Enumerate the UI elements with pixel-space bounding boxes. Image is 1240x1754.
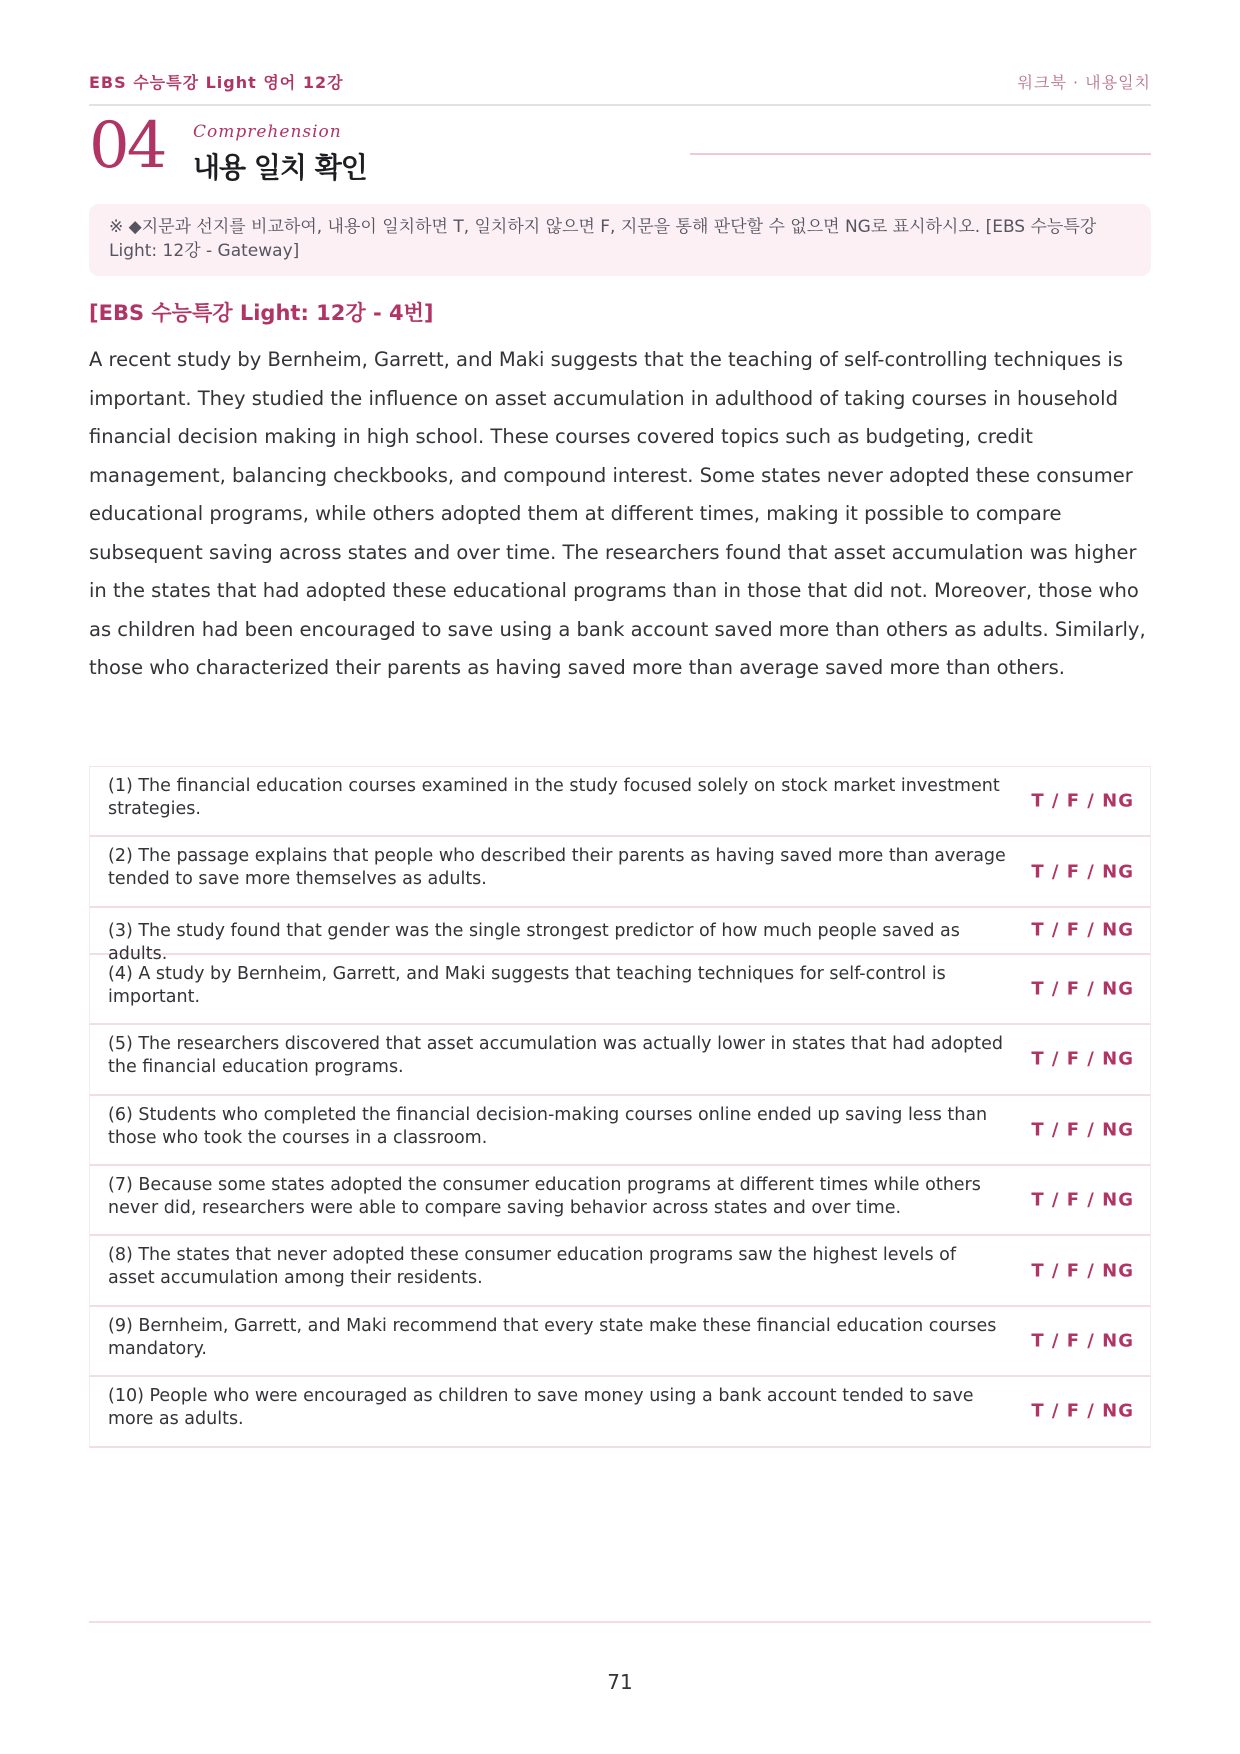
answer-choices[interactable]: T / F / NG (1031, 1260, 1134, 1282)
statement-row (89, 767, 1151, 837)
instructions-box: ※ ◆지문과 선지를 비교하여, 내용이 일치하면 T, 일치하지 않으면 F, 지문을 통해 판단할 수 없으면 NG로 표시하시오. [EBS 수능특강 Light: 12강 - Gateway] (89, 204, 1151, 276)
section-divider (690, 153, 1151, 155)
section-subtitle: Comprehension (193, 122, 342, 142)
statement-text: (5) The researchers discovered that asset accumulation was actually lower in states that had adopted the financial education programs. (108, 1034, 1004, 1078)
section-number: 04 (89, 109, 165, 183)
statement-text: (3) The study found that gender was the single strongest predictor of how much people saved as adults. (108, 920, 960, 964)
statement-row (89, 1377, 1151, 1447)
statement-row (89, 908, 1151, 964)
section-heading (89, 108, 1151, 186)
page-header (89, 66, 1151, 106)
answer-choices[interactable]: T / F / NG (1031, 1119, 1134, 1141)
statement-row (89, 837, 1151, 907)
statement-row (89, 1025, 1151, 1095)
statement-text: (9) Bernheim, Garrett, and Maki recommend that every state make these financial education courses mandatory. (108, 1315, 997, 1359)
answer-choices[interactable]: T / F / NG (1031, 1189, 1134, 1211)
statement-table (89, 766, 1151, 1448)
statement-row (89, 955, 1151, 1025)
statement-text: (7) Because some states adopted the consumer education programs at different times while others never did, researchers were able to compare saving behavior across states and over time. (108, 1174, 981, 1218)
statement-text: (1) The financial education courses examined in the study focused solely on stock market investment strategies. (108, 776, 1000, 819)
answer-choices[interactable]: T / F / NG (1031, 978, 1134, 1000)
question-header: [EBS 수능특강 Light: 12강 - 4번] (89, 301, 434, 325)
page-number: 71 (607, 1670, 633, 1694)
answer-choices[interactable]: T / F / NG (1031, 919, 1134, 941)
section-title: 내용 일치 확인 (193, 151, 367, 184)
statement-text: (10) People who were encouraged as children to save money using a bank account tended to save more as adults. (108, 1386, 974, 1430)
answer-choices[interactable]: T / F / NG (1031, 1400, 1134, 1422)
footer-divider (89, 1621, 1151, 1623)
header-breadcrumb: 워크북 · 내용일치 (1017, 73, 1151, 92)
statement-row (89, 1236, 1151, 1306)
answer-choices[interactable]: T / F / NG (1031, 790, 1134, 812)
header-brand: EBS 수능특강 Light 영어 12강 (89, 73, 344, 92)
statement-row (89, 1096, 1151, 1166)
answer-choices[interactable]: T / F / NG (1031, 1330, 1134, 1352)
statement-text: (2) The passage explains that people who described their parents as having saved more than average tended to save more themselves as adults. (108, 846, 1006, 890)
statement-text: (8) The states that never adopted these consumer education programs saw the highest levels of asset accumulation among their residents. (108, 1245, 957, 1289)
reading-passage: A recent study by Bernheim, Garrett, and Maki suggests that the teaching of self-controlling techniques is important. They studied the influence on asset accumulation in adulthood of taking courses in household financial decision making in high school. These courses covered topics such as budgeting, credit management, balancing checkbooks, and compound interest. Some states never adopted these consumer educational programs, while others adopted them at different times, making it possible to compare subsequent saving across states and over time. The researchers found that asset accumulation was higher in the states that had adopted these educational programs than in those that did not. Moreover, those who as children had been encouraged to save using a bank account saved more than others as adults. Similarly, those who characterized their parents as having saved more than average saved more than others. (89, 348, 1146, 679)
answer-choices[interactable]: T / F / NG (1031, 1048, 1134, 1070)
statement-row (89, 1307, 1151, 1377)
statement-text: (6) Students who completed the financial decision-making courses online ended up saving less than those who took the courses in a classroom. (108, 1104, 988, 1148)
statement-row (89, 1166, 1151, 1236)
statement-text: (4) A study by Bernheim, Garrett, and Maki suggests that teaching techniques for self-control is important. (108, 963, 946, 1007)
answer-choices[interactable]: T / F / NG (1031, 861, 1134, 883)
